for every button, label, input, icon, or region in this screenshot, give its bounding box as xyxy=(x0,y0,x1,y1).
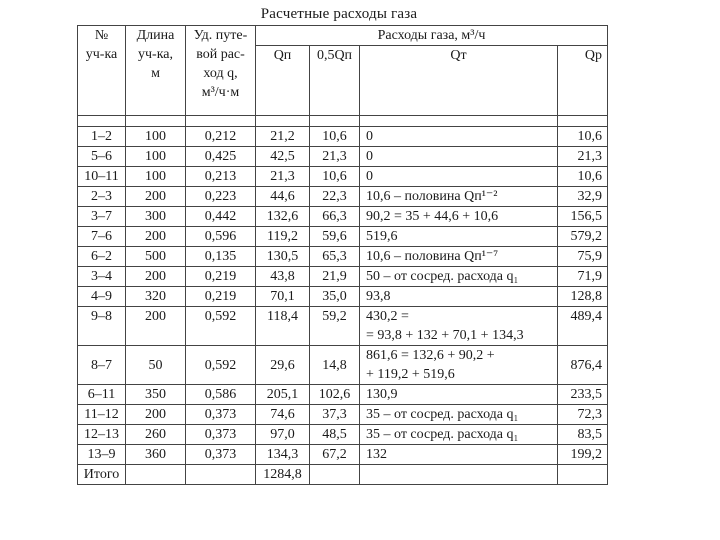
cell-qp: 74,6 xyxy=(256,405,310,425)
cell-qr: 199,2 xyxy=(558,445,608,465)
cell-half-qp: 67,2 xyxy=(310,445,360,465)
table-row xyxy=(78,167,608,187)
qt-line-2: = 93,8 + 132 + 70,1 + 134,3 xyxy=(366,328,524,343)
cell-qr: 83,5 xyxy=(558,425,608,445)
table-row xyxy=(78,307,608,346)
cell-specific: 0,135 xyxy=(186,247,256,267)
cell-length: 50 xyxy=(126,346,186,385)
qt-line-1: 861,6 = 132,6 + 90,2 + xyxy=(366,348,495,363)
cell-length: 100 xyxy=(126,147,186,167)
cell-qt: 90,2 = 35 + 44,6 + 10,6 xyxy=(360,207,558,227)
cell-qp: 44,6 xyxy=(256,187,310,207)
cell-length: 260 xyxy=(126,425,186,445)
table-row xyxy=(78,147,608,167)
cell-qt xyxy=(360,346,558,385)
cell-specific: 0,592 xyxy=(186,346,256,385)
cell-qp: 130,5 xyxy=(256,247,310,267)
cell-length: 200 xyxy=(126,307,186,346)
total-label: Итого xyxy=(78,465,126,485)
cell-specific: 0,223 xyxy=(186,187,256,207)
cell-length: 200 xyxy=(126,227,186,247)
cell-section: 8–7 xyxy=(78,346,126,385)
cell-half-qp: 66,3 xyxy=(310,207,360,227)
cell-half-qp: 21,9 xyxy=(310,267,360,287)
cell-length: 360 xyxy=(126,445,186,465)
cell-qr: 10,6 xyxy=(558,127,608,147)
cell-section: 13–9 xyxy=(78,445,126,465)
cell-qr: 579,2 xyxy=(558,227,608,247)
header-length: Длина уч-ка, м xyxy=(126,26,186,116)
cell-qt: 0 xyxy=(360,127,558,147)
cell-qp: 42,5 xyxy=(256,147,310,167)
cell-qp: 21,3 xyxy=(256,167,310,187)
table-row xyxy=(78,187,608,207)
cell-qt: 50 – от сосред. расхода q₁ xyxy=(360,267,558,287)
cell-qr: 32,9 xyxy=(558,187,608,207)
cell-qt: 0 xyxy=(360,147,558,167)
cell-specific: 0,592 xyxy=(186,307,256,346)
cell-qt: 10,6 – половина Qп¹⁻² xyxy=(360,187,558,207)
cell-length: 100 xyxy=(126,127,186,147)
cell-length: 300 xyxy=(126,207,186,227)
cell-qt: 10,6 – половина Qп¹⁻⁷ xyxy=(360,247,558,267)
cell-half-qp: 22,3 xyxy=(310,187,360,207)
cell-qp: 70,1 xyxy=(256,287,310,307)
cell-specific: 0,586 xyxy=(186,385,256,405)
cell-section: 10–11 xyxy=(78,167,126,187)
header-qr: Qр xyxy=(558,46,608,116)
cell-qr: 71,9 xyxy=(558,267,608,287)
cell-section: 12–13 xyxy=(78,425,126,445)
cell-qp: 43,8 xyxy=(256,267,310,287)
cell-qr: 233,5 xyxy=(558,385,608,405)
table-row xyxy=(78,127,608,147)
table-row xyxy=(78,247,608,267)
cell-specific: 0,373 xyxy=(186,445,256,465)
cell-empty xyxy=(186,465,256,485)
cell-qt: 130,9 xyxy=(360,385,558,405)
table-row xyxy=(78,287,608,307)
cell-length: 200 xyxy=(126,187,186,207)
cell-section: 11–12 xyxy=(78,405,126,425)
cell-length: 500 xyxy=(126,247,186,267)
cell-section: 7–6 xyxy=(78,227,126,247)
cell-half-qp: 35,0 xyxy=(310,287,360,307)
cell-half-qp: 10,6 xyxy=(310,127,360,147)
page-title: Расчетные расходы газа xyxy=(260,6,418,22)
cell-half-qp: 65,3 xyxy=(310,247,360,267)
cell-half-qp: 102,6 xyxy=(310,385,360,405)
spacer-row xyxy=(78,116,608,127)
cell-length: 200 xyxy=(126,405,186,425)
table-row xyxy=(78,346,608,385)
total-qp: 1284,8 xyxy=(256,465,310,485)
qt-line-2: + 119,2 + 519,6 xyxy=(366,367,455,382)
cell-qp: 119,2 xyxy=(256,227,310,247)
cell-half-qp: 10,6 xyxy=(310,167,360,187)
cell-qt: 93,8 xyxy=(360,287,558,307)
cell-qr: 156,5 xyxy=(558,207,608,227)
cell-qp: 132,6 xyxy=(256,207,310,227)
cell-length: 350 xyxy=(126,385,186,405)
cell-section: 3–7 xyxy=(78,207,126,227)
cell-section: 2–3 xyxy=(78,187,126,207)
cell-empty xyxy=(360,465,558,485)
header-section: № уч-ка xyxy=(78,26,126,116)
table-row xyxy=(78,385,608,405)
cell-length: 200 xyxy=(126,267,186,287)
cell-qt: 519,6 xyxy=(360,227,558,247)
table-row xyxy=(78,227,608,247)
cell-section: 6–2 xyxy=(78,247,126,267)
cell-qp: 29,6 xyxy=(256,346,310,385)
table-row xyxy=(78,425,608,445)
cell-empty xyxy=(310,465,360,485)
header-row-top xyxy=(78,26,608,46)
cell-half-qp: 37,3 xyxy=(310,405,360,425)
qt-line-1: 430,2 = xyxy=(366,309,409,324)
table-row xyxy=(78,267,608,287)
cell-empty xyxy=(558,465,608,485)
header-qp: Qп xyxy=(256,46,310,116)
cell-half-qp: 59,6 xyxy=(310,227,360,247)
cell-length: 320 xyxy=(126,287,186,307)
cell-qp: 134,3 xyxy=(256,445,310,465)
gas-flow-table xyxy=(77,25,608,485)
table-row xyxy=(78,207,608,227)
table-row xyxy=(78,405,608,425)
cell-qr: 21,3 xyxy=(558,147,608,167)
cell-half-qp: 14,8 xyxy=(310,346,360,385)
cell-qt: 35 – от сосред. расхода q₁ xyxy=(360,425,558,445)
cell-section: 4–9 xyxy=(78,287,126,307)
cell-specific: 0,373 xyxy=(186,425,256,445)
cell-qr: 489,4 xyxy=(558,307,608,346)
cell-empty xyxy=(126,465,186,485)
cell-qt xyxy=(360,307,558,346)
cell-qt: 132 xyxy=(360,445,558,465)
header-half-qp: 0,5Qп xyxy=(310,46,360,116)
header-specific-flow: Уд. путе- вой рас- ход q, м³/ч·м xyxy=(186,26,256,116)
header-flows-group: Расходы газа, м³/ч xyxy=(256,26,608,46)
cell-half-qp: 21,3 xyxy=(310,147,360,167)
header-qt: Qт xyxy=(360,46,558,116)
cell-qr: 128,8 xyxy=(558,287,608,307)
cell-section: 5–6 xyxy=(78,147,126,167)
cell-qp: 205,1 xyxy=(256,385,310,405)
cell-qr: 72,3 xyxy=(558,405,608,425)
cell-qr: 75,9 xyxy=(558,247,608,267)
cell-qp: 21,2 xyxy=(256,127,310,147)
cell-length: 100 xyxy=(126,167,186,187)
cell-specific: 0,425 xyxy=(186,147,256,167)
cell-half-qp: 59,2 xyxy=(310,307,360,346)
cell-qp: 97,0 xyxy=(256,425,310,445)
cell-qt: 35 – от сосред. расхода q₁ xyxy=(360,405,558,425)
total-row xyxy=(78,465,608,485)
cell-section: 6–11 xyxy=(78,385,126,405)
cell-specific: 0,596 xyxy=(186,227,256,247)
cell-specific: 0,213 xyxy=(186,167,256,187)
cell-specific: 0,212 xyxy=(186,127,256,147)
cell-section: 1–2 xyxy=(78,127,126,147)
cell-qp: 118,4 xyxy=(256,307,310,346)
cell-specific: 0,219 xyxy=(186,287,256,307)
cell-qt: 0 xyxy=(360,167,558,187)
table-row xyxy=(78,445,608,465)
cell-section: 3–4 xyxy=(78,267,126,287)
cell-specific: 0,219 xyxy=(186,267,256,287)
cell-specific: 0,442 xyxy=(186,207,256,227)
cell-half-qp: 48,5 xyxy=(310,425,360,445)
cell-qr: 876,4 xyxy=(558,346,608,385)
cell-section: 9–8 xyxy=(78,307,126,346)
cell-qr: 10,6 xyxy=(558,167,608,187)
cell-specific: 0,373 xyxy=(186,405,256,425)
